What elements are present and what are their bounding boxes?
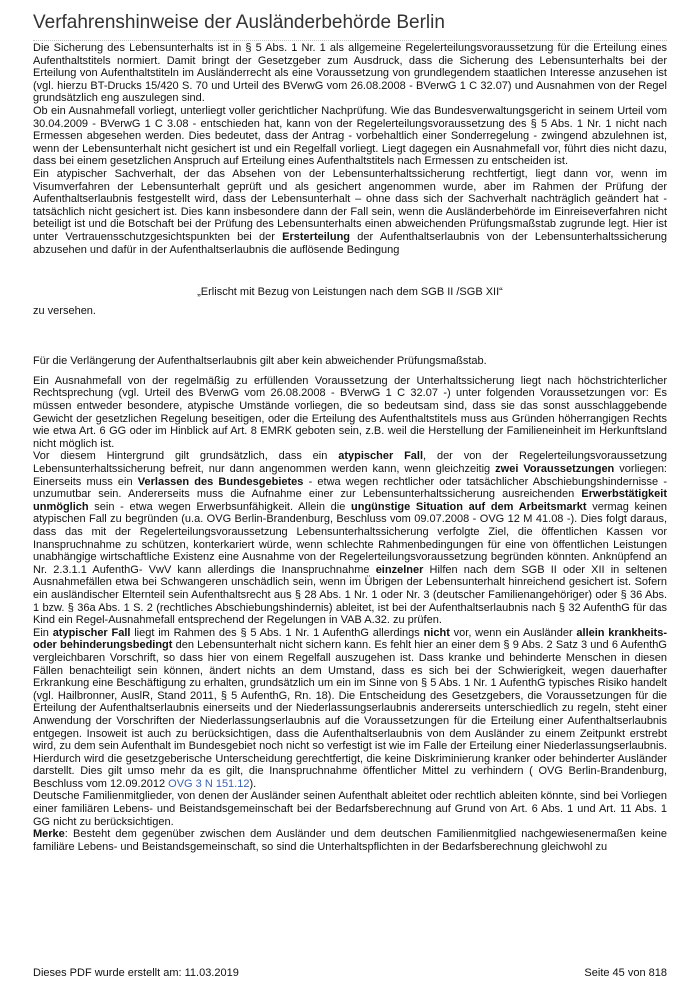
page-footer <box>33 967 667 979</box>
text-run: Ein <box>33 626 53 639</box>
text-run: Hilfen nach dem SGB II oder XII in seltenen Ausnahmefällen etwa bei Schwangeren unschädlich sein, wenn im Übrigen der Lebensunterhalt hinreichend gesichert ist. Sofern ein ausländischer Elternteil sein Aufenthaltsrecht aus § 28 Abs. 1 Nr. 1 oder Nr. 3 (deutscher Familienangehöriger) oder § 36 Abs. 1 bzw. § 36a Abs. 1 S. 2 (rechtliches Abschiebungshindernis) ableitet, ist bei der Aufenthaltserlaubnis nach § 32 AufenthG für das Kind ein Regel-Ausnahmefall entsprechend der Regelungen in VAB A.32. zu prüfen. <box>33 563 668 627</box>
paragraph <box>33 828 667 853</box>
paragraph: zu versehen. <box>33 304 96 317</box>
page-title: Verfahrenshinweise der Ausländerbehörde Berlin <box>33 12 445 33</box>
paragraph <box>33 627 667 791</box>
bold-term: Verlassen des Bundesgebietes <box>137 475 304 488</box>
header-divider <box>33 40 667 41</box>
paragraph <box>33 450 667 626</box>
text-run: der Aufenthaltserlaubnis von der Lebensunterhaltssicherung abzusehen und dafür in der Aufenthaltserlaubnis die auflösende Bedingung <box>33 230 667 256</box>
court-decision-link[interactable]: OVG 3 N 151.12 <box>168 777 250 790</box>
text-run: vermag keinen atypischen Fall zu begründen (u.a. OVG Berlin-Brandenburg, Beschluss vom 09.07.2008 - OVG 12 M 41.08 -). Dies folgt daraus, dass das mit der Regelerteilungsvoraussetzung Lebensunterhaltssicherung verfolgte Ziel, die öffentlichen Kassen vor Inanspruchnahme zu schützen, konterkariert würde, wenn schlechte Rahmenbedingungen für eine von öffentlichen Leistungen unabhängige wirtschaftliche Existenz eine Ausnahme von der Regelerteilungsvoraussetzung begründen könnten. Anknüpfend an Nr. 2.3.1.1 AufenthG- VwV kann allerdings die Inanspruchnahme <box>33 500 667 576</box>
bold-term: Erwerbstätigkeit unmöglich <box>33 488 667 513</box>
bold-term: Ersterteilung <box>282 230 351 243</box>
paragraph <box>33 168 667 256</box>
text-run: liegt im Rahmen des § 5 Abs. 1 Nr. 1 AufenthG allerdings <box>130 626 424 639</box>
text-run: Ein atypischer Sachverhalt, der das Absehen von der Lebensunterhaltssicherung rechtfertigt, liegt dann vor, wenn im Visumverfahren der Lebensunterhalt geprüft und als gesichert angenommen wurde, aber im Rahmen der Prüfung der Aufenthaltserlaubnis festgestellt wird, dass der Lebensunterhalt – ohne dass sich der Sachverhalt nachträglich geändert hat - tatsächlich nicht gesichert ist. Dies kann insbesondere dann der Fall sein, wenn die Ausländerbehörde im Einreiseverfahren nicht beteiligt ist und die Botschaft bei der Prüfung des Lebensunterhalts einen abweichenden Prüfungsmaßstab zugrunde legt. Hier ist unter Vertrauensschutzgesichtspunkten bei der <box>33 167 667 243</box>
bold-term: ungünstige Situation auf dem Arbeitsmarkt <box>351 500 587 513</box>
text-run: , der von der Regelerteilungsvoraussetzung Lebensunterhaltssicherung befreit, nur dann angenommen werden kann, wenn gleichzeitig <box>33 450 667 476</box>
text-run: vorliegen: Einerseits muss ein <box>33 463 667 488</box>
bold-term: zwei Voraussetzungen <box>495 463 615 476</box>
document-body <box>33 42 667 853</box>
paragraph: Ob ein Ausnahmefall vorliegt, unterliegt voller gerichtlicher Nachprüfung. Wie das Bundesverwaltungsgericht in seinem Urteil vom 30.04.2009 - BVerwG 1 C 3.08 - entschieden hat, kann von der Regelerteilungsvoraussetzung des § 5 Abs. 1 Nr. 1 nicht nach Ermessen abgesehen werden. Dies bedeutet, dass der Antrag - vorbehaltlich einer Sonderregelung - zwingend abzulehnen ist, wenn der Lebensunterhalt nicht gesichert ist und ein Regelfall vorliegt. Liegt dagegen ein Ausnahmefall vor, führt dies nicht dazu, dass bei einem gesetzlichen Anspruch auf Erteilung eines Aufenthaltstitels nach Ermessen zu entscheiden ist. <box>33 104 667 168</box>
bold-term: nicht <box>423 626 450 639</box>
text-run: sein - etwa wegen Erwerbsunfähigkeit. Allein die <box>88 500 351 513</box>
paragraph: Deutsche Familienmitglieder, von denen der Ausländer seinen Aufenthalt ableitet oder rechtlich ableiten könnte, sind bei Vorliegen einer familiären Lebens- und Beistandsgemeinschaft bei der Bedarfsberechnung auf Grund von Art. 6 Abs. 1 und Art. 11 Abs. 1 GG nicht zu berücksichtigen. <box>33 790 667 828</box>
creation-date: Dieses PDF wurde erstellt am: 11.03.2019 <box>33 967 239 979</box>
bold-term: atypischer Fall <box>338 450 424 463</box>
bold-term: einzelner <box>375 563 424 576</box>
text-run: vor, wenn ein Ausländer <box>449 626 577 639</box>
bold-term: atypischer Fall <box>52 626 131 639</box>
text-run: den Lebensunterhalt nicht sichern kann. Es fehlt hier an einer dem § 9 Abs. 2 Satz 3 und 6 AufenthG vergleichbaren Vorschrift, so dass hier von einem Regelfall auszugehen ist. Dass kranke und behinderte Menschen in diesen Fällen benachteiligt sein können, ändert nichts an dem Umstand, dass es sich bei der Schwierigkeit, wegen dauerhafter Erkrankung eine Beschäftigung zu erhalten, grundsätzlich um ein im Sinne von § 5 Abs. 1 Nr. 1 AufenthG typisches Risiko handelt (vgl. Hailbronner, AuslR, Stand 2011, § 5 AufenthG, Rn. 18). Die Entscheidung des Gesetzgebers, die Voraussetzungen für die Erteilung der Aufenthaltserlaubnis einerseits und der Niederlassungserlaubnis andererseits unterschiedlich zu regeln, steht einer Anwendung der Vorschriften der Niederlassungserlaubnis auf die Voraussetzungen für die Erteilung einer Aufenthaltserlaubnis entgegen. Insoweit ist auch zu berücksichtigen, dass die Aufenthaltserlaubnis von dem Ausländer zu einem Zeitpunkt erstrebt wird, zu dem sein Aufenthalt im Bundesgebiet noch nicht so verfestigt ist wie im Falle der Erteilung einer Niederlassungserlaubnis. Hierdurch wird die gesetzgeberische Unterscheidung gerechtfertigt, die keine Diskriminierung kranker oder behinderter Ausländer darstellt. Dies gilt umso mehr da es gilt, die Inanspruchnahme öffentlicher Mittel zu verhindern ( OVG Berlin-Brandenburg, Beschluss vom 12.09.2012 <box>33 639 667 790</box>
text-run: ). <box>249 777 257 790</box>
paragraph: Ein Ausnahmefall von der regelmäßig zu erfüllenden Voraussetzung der Unterhaltssicherung liegt nach höchstrichterlicher Rechtsprechung (vgl. Urteil des BVerwG vom 26.08.2008 - BVerwG 1 C 32.07 -) unter folgenden Voraussetzungen vor: Es müssen entweder besondere, atypische Umstände vorliegen, die so bedeutsam sind, dass sie das sonst ausschlaggebende Gewicht der gesetzlichen Regelung beseitigen, oder die Erteilung des Aufenthaltstitels muss aus Gründen höherrangigen Rechts wie etwa Art. 6 GG oder im Hinblick auf Art. 8 EMRK geboten sein, z.B. weil die Herstellung der Familieneinheit im Herkunftsland nicht möglich ist. <box>33 374 667 450</box>
quoted-condition: „Erlischt mit Bezug von Leistungen nach dem SGB II /SGB XII“ <box>197 286 503 299</box>
paragraph: Für die Verlängerung der Aufenthaltserlaubnis gilt aber kein abweichender Prüfungsmaßstab. <box>33 355 487 368</box>
bold-term: allein krankheits- oder behinderungsbedingt <box>33 626 667 652</box>
paragraph: Die Sicherung des Lebensunterhalts ist in § 5 Abs. 1 Nr. 1 als allgemeine Regelerteilungsvoraussetzung für die Erteilung eines Aufenthaltstitels normiert. Damit bringt der Gesetzgeber zum Ausdruck, dass die Sicherung des Lebensunterhalts bei der Erteilung von Aufenthaltstiteln im Ausländerrecht als eine Voraussetzung von grundlegendem staatlichen Interesse anzusehen ist (vgl. hierzu BT-Drucks 15/420 S. 70 und Urteil des BVerwG vom 26.08.2008 - BVerwG 1 C 32.07) und Ausnahmen von der Regel grundsätzlich eng auszulegen sind. <box>33 42 667 105</box>
text-run: : Besteht dem gegenüber zwischen dem Ausländer und dem deutschen Familienmitglied nachgewiesenermaßen keine familiäre Lebens- und Beistandsgemeinschaft, so sind die Unterhaltspflichten in der Bedarfsberechnung gleichwohl zu <box>33 828 667 853</box>
bold-term: Merke <box>33 828 65 841</box>
text-run: - etwa wegen rechtlicher oder tatsächlicher Abschiebungshindernisse - unzumutbar sein. Andererseits muss die Aufnahme einer zur Lebensunterhaltssicherung ausreichenden <box>33 475 667 501</box>
page-header <box>33 10 667 41</box>
text-run: Vor diesem Hintergrund gilt grundsätzlich, dass ein <box>33 450 339 463</box>
page-number: Seite 45 von 818 <box>584 967 667 979</box>
